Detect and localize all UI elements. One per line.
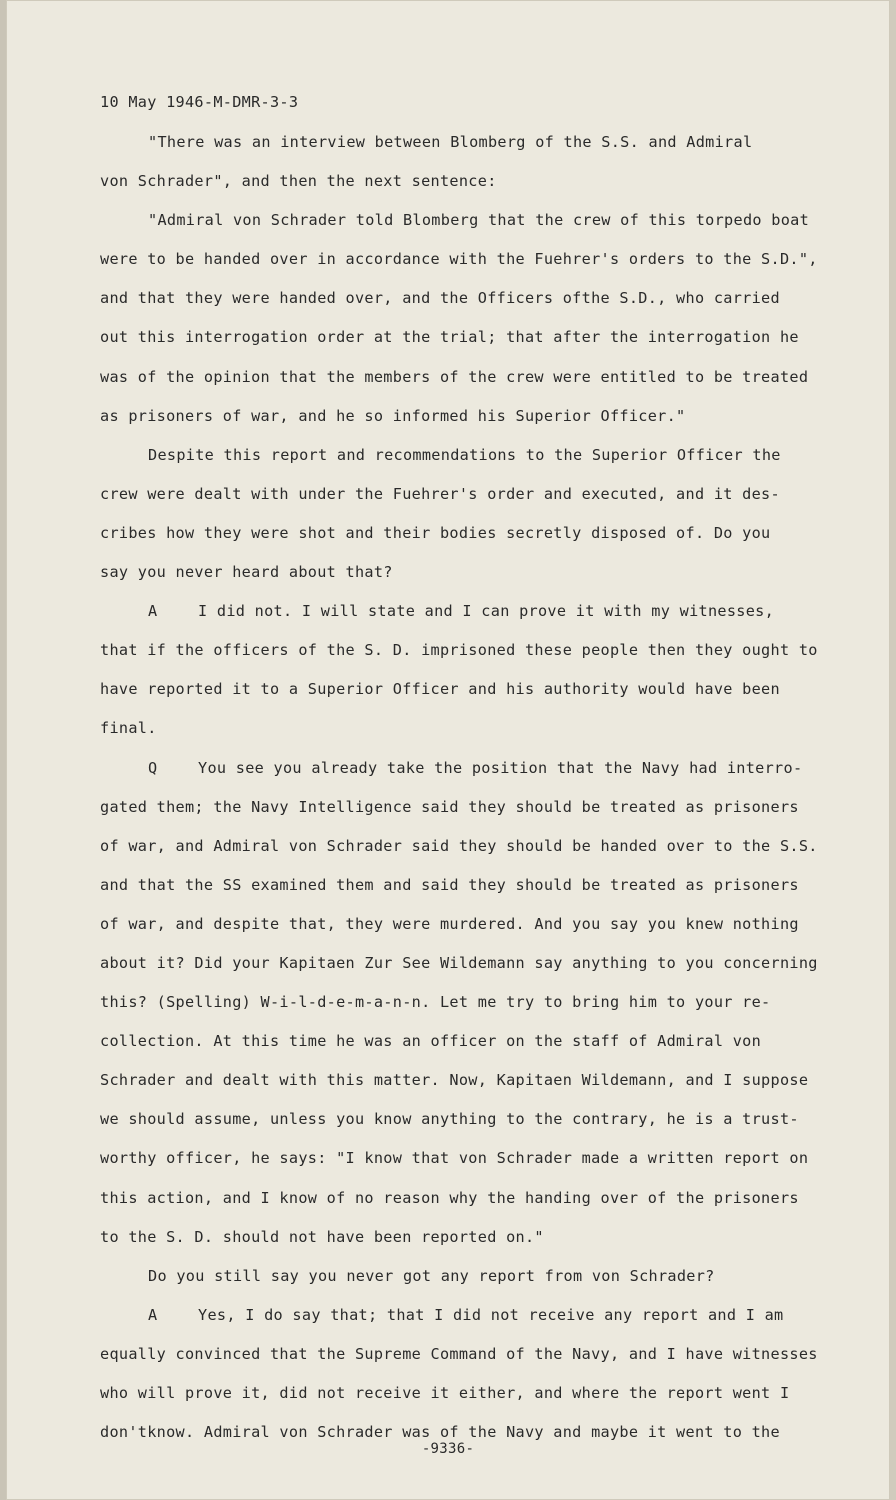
text-line: were to be handed over in accordance with the Fuehrer's orders to the S.D.",	[100, 250, 818, 269]
transcript-body	[100, 132, 860, 1461]
text-line: I did not. I will state and I can prove it with my witnesses,	[198, 602, 775, 621]
text-line: and that the SS examined them and said they should be treated as prisoners	[100, 875, 799, 894]
text-line: Despite this report and recommendations to the Superior Officer the	[148, 445, 781, 464]
text-line: worthy officer, he says: "I know that von Schrader made a written report on	[100, 1149, 809, 1168]
text-line: Do you still say you never got any report from von Schrader?	[148, 1266, 715, 1285]
question-line	[100, 758, 860, 797]
text-line: to the S. D. should not have been reported on."	[100, 1227, 544, 1246]
text-line: this? (Spelling) W-i-l-d-e-m-a-n-n. Let me try to bring him to your re-	[100, 993, 771, 1012]
text-line: Yes, I do say that; that I did not receive any report and I am	[198, 1305, 784, 1324]
text-line: and that they were handed over, and the Officers ofthe S.D., who carried	[100, 289, 780, 308]
answer-label: A	[148, 602, 158, 621]
document-page	[6, 0, 890, 1500]
text-line: about it? Did your Kapitaen Zur See Wildemann say anything to you concerning	[100, 953, 818, 972]
text-line: of war, and despite that, they were murdered. And you say you knew nothing	[100, 914, 799, 933]
document-header: 10 May 1946-M-DMR-3-3	[100, 93, 299, 111]
text-line: who will prove it, did not receive it either, and where the report went I	[100, 1384, 790, 1402]
answer-line	[100, 1305, 860, 1344]
page-number: -9336-	[421, 1441, 475, 1457]
text-line: final.	[100, 719, 157, 738]
text-line: say you never heard about that?	[100, 563, 393, 582]
text-line: out this interrogation order at the trial; that after the interrogation he	[100, 328, 799, 347]
text-line: have reported it to a Superior Officer and his authority would have been	[100, 680, 780, 699]
answer-label: A	[148, 1305, 158, 1324]
text-line: gated them; the Navy Intelligence said they should be treated as prisoners	[100, 797, 799, 816]
text-line: that if the officers of the S. D. imprisoned these people then they ought to	[100, 641, 818, 660]
text-line: crew were dealt with under the Fuehrer's order and executed, and it des-	[100, 484, 780, 503]
question-label: Q	[148, 758, 158, 777]
text-line: collection. At this time he was an officer on the staff of Admiral von	[100, 1032, 762, 1051]
text-line: this action, and I know of no reason why the handing over of the prisoners	[100, 1188, 799, 1207]
text-line: You see you already take the position that the Navy had interro-	[198, 758, 803, 777]
answer-line	[100, 601, 860, 640]
text-line: we should assume, unless you know anything to the contrary, he is a trust-	[100, 1110, 799, 1129]
text-line: was of the opinion that the members of the crew were entitled to be treated	[100, 367, 809, 386]
text-line: "Admiral von Schrader told Blomberg that the crew of this torpedo boat	[148, 211, 810, 230]
text-line: "There was an interview between Blomberg of the S.S. and Admiral	[148, 133, 753, 151]
text-line: equally convinced that the Supreme Command of the Navy, and I have witnesses	[100, 1344, 818, 1363]
text-line: of war, and Admiral von Schrader said they should be handed over to the S.S.	[100, 836, 818, 855]
text-line: as prisoners of war, and he so informed his Superior Officer."	[100, 406, 686, 425]
text-line: don'tknow. Admiral von Schrader was of the Navy and maybe it went to the	[100, 1423, 780, 1442]
text-line: cribes how they were shot and their bodies secretly disposed of. Do you	[100, 523, 771, 542]
text-line: von Schrader", and then the next sentence:	[100, 172, 497, 191]
text-line: Schrader and dealt with this matter. Now, Kapitaen Wildemann, and I suppose	[100, 1071, 809, 1090]
page-edge-right	[890, 0, 896, 1500]
